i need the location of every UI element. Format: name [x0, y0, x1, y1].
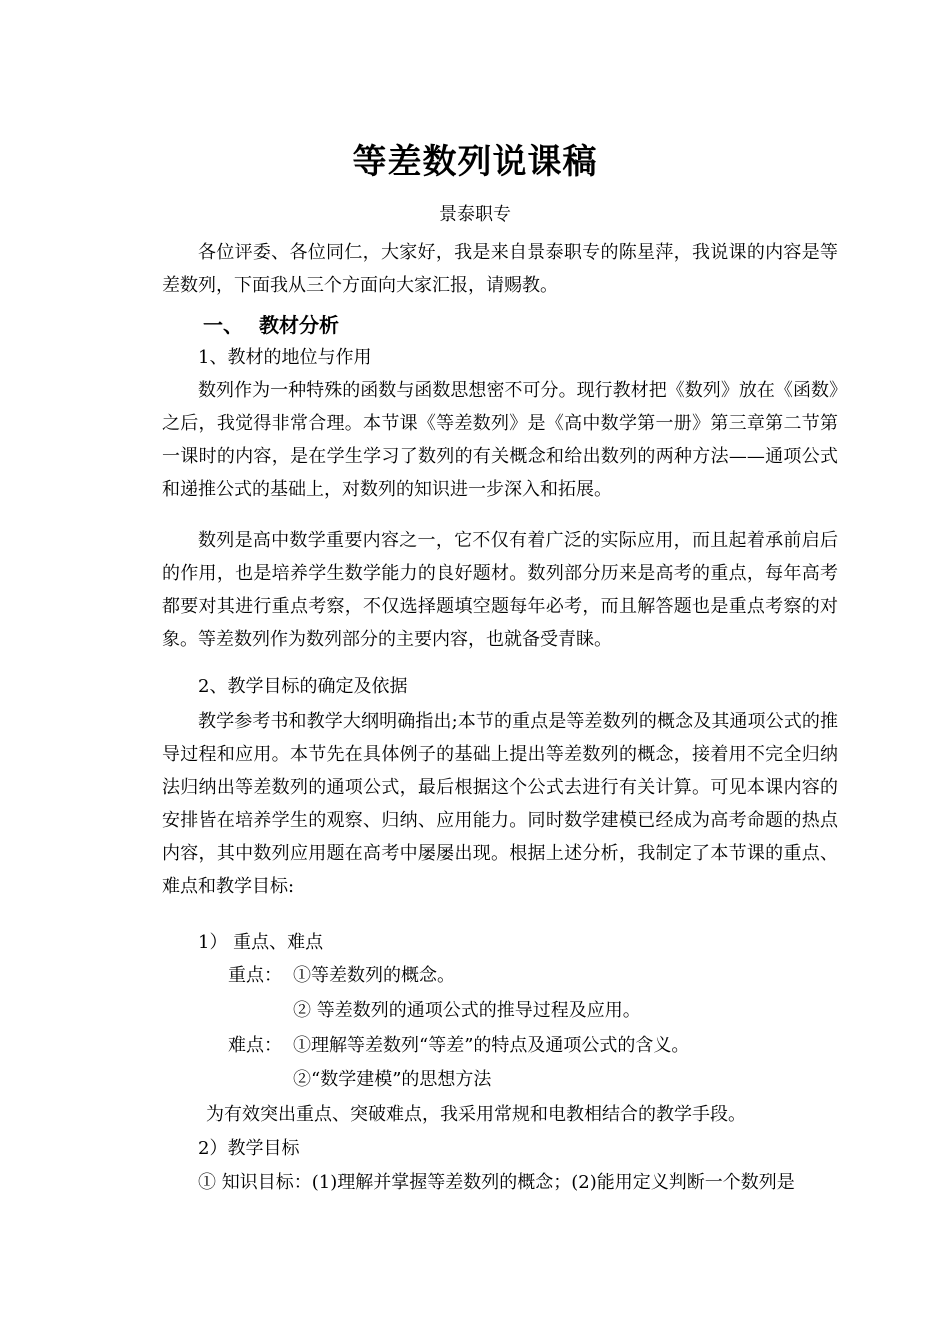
list-heading-key-points: 1） 重点、难点 [198, 932, 324, 953]
document-author: 景泰职专 [439, 204, 511, 225]
paragraph-3 [162, 705, 838, 903]
subsection-heading-2: 2、教学目标的确定及依据 [198, 676, 408, 697]
paragraph-2 [162, 524, 838, 656]
section-number: 一、 [203, 313, 243, 337]
intro-paragraph [162, 236, 838, 302]
paragraph-3-text: 教学参考书和教学大纲明确指出;本节的重点是等差数列的概念及其通项公式的推导过程和应用。本节先在具体例子的基础上提出等差数列的概念，接着用不完全归纳法归纳出等差数列的通项公式，最后根据这个公式去进行有关计算。可见本课内容的安排皆在培养学生的观察、归纳、应用能力。同时数学建模已经成为高考命题的热点内容，其中数列应用题在高考中屡屡出现。根据上述分析，我制定了本节课的重点、难点和教学目标: [162, 711, 838, 897]
difficulty-item-1: ①理解等差数列“等差”的特点及通项公式的含义。 [293, 1035, 690, 1056]
teaching-method-sentence: 为有效突出重点、突破难点，我采用常规和电教相结合的教学手段。 [206, 1104, 746, 1125]
intro-text: 各位评委、各位同仁，大家好，我是来自景泰职专的陈星萍，我说课的内容是等差数列，下面我从三个方面向大家汇报，请赐教。 [162, 242, 838, 296]
section-title: 教材分析 [259, 313, 339, 337]
difficulty-label: 难点： [228, 1035, 282, 1056]
key-label: 重点： [228, 965, 282, 986]
key-item-2: ② 等差数列的通项公式的推导过程及应用。 [293, 1000, 641, 1021]
document-title: 等差数列说课稿 [352, 142, 598, 182]
paragraph-2-text: 数列是高中数学重要内容之一，它不仅有着广泛的实际应用，而且起着承前启后的作用，也是培养学生数学能力的良好题材。数列部分历来是高考的重点，每年高考都要对其进行重点考察，不仅选择题填空题每年必考，而且解答题也是重点考察的对象。等差数列作为数列部分的主要内容，也就备受青睐。 [162, 530, 838, 650]
difficulty-item-2: ②“数学建模”的思想方法 [293, 1069, 492, 1090]
section-heading [203, 311, 339, 339]
subsection-heading-1: 1、教材的地位与作用 [198, 347, 372, 368]
list-heading-teaching-goals: 2）教学目标 [198, 1138, 300, 1159]
goal-knowledge: ① 知识目标：(1)理解并掌握等差数列的概念；(2)能用定义判断一个数列是 [198, 1172, 795, 1193]
paragraph-1 [162, 374, 838, 506]
paragraph-1-text: 数列作为一种特殊的函数与函数思想密不可分。现行教材把《数列》放在《函数》之后，我觉得非常合理。本节课《等差数列》是《高中数学第一册》第三章第二节第一课时的内容，是在学生学习了数列的有关概念和给出数列的两种方法——通项公式和递推公式的基础上，对数列的知识进一步深入和拓展。 [162, 380, 838, 500]
key-item-1: ①等差数列的概念。 [293, 965, 455, 986]
